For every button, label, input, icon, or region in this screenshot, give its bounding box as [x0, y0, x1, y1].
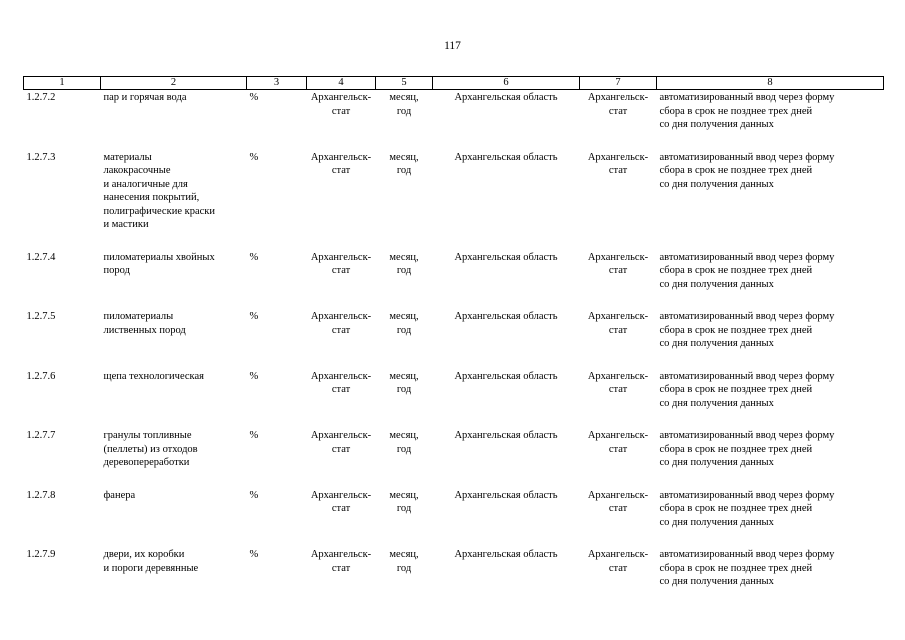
name-line: и пороги деревянные [103, 562, 199, 574]
responsible-line: Архангельск- [587, 251, 649, 263]
responsible-line: Архангельск- [587, 370, 649, 382]
responsible-cell [580, 309, 657, 369]
responsible-line: Архангельск- [587, 151, 649, 163]
responsible-cell [580, 547, 657, 607]
method-line: со дня получения данных [659, 457, 774, 468]
indicator-name-cell [101, 369, 247, 429]
collection-method-cell [657, 150, 884, 250]
responsible-line: Архангельск- [587, 489, 649, 501]
name-line: деревопереработки [103, 457, 190, 468]
method-line: автоматизированный ввод через форму [659, 311, 835, 322]
periodicity-cell [376, 547, 433, 607]
collection-method-cell [657, 90, 884, 150]
method-line: со дня получения данных [659, 397, 774, 409]
territory-cell: Архангельская область [454, 430, 558, 441]
indicator-code-cell: 1.2.7.5 [26, 311, 56, 322]
method-line: со дня получения данных [659, 576, 774, 587]
method-line: сбора в срок не позднее трех дней [659, 562, 813, 574]
data-source-cell [307, 547, 376, 607]
period-line: год [396, 165, 412, 176]
indicator-name-cell [101, 250, 247, 310]
unit-cell: % [249, 251, 259, 263]
responsible-line: Архангельск- [587, 311, 649, 322]
period-line: год [396, 105, 412, 117]
data-source-cell [307, 250, 376, 310]
method-line: автоматизированный ввод через форму [659, 92, 835, 103]
name-line: пар и горячая вода [103, 92, 187, 103]
period-line: месяц, [389, 370, 419, 382]
method-line: автоматизированный ввод через форму [659, 151, 835, 163]
table-row [24, 150, 884, 250]
table-row [24, 488, 884, 548]
name-line: полиграфические краски [103, 205, 215, 217]
data-source-cell [307, 369, 376, 429]
responsible-line: стат [608, 265, 628, 276]
method-line: со дня получения данных [659, 516, 774, 528]
responsible-line: стат [608, 324, 628, 336]
period-line: год [396, 443, 412, 455]
unit-cell: % [249, 311, 259, 322]
source-line: стат [331, 562, 351, 574]
method-line: сбора в срок не позднее трех дней [659, 165, 813, 176]
periodicity-cell [376, 309, 433, 369]
method-line: сбора в срок не позднее трех дней [659, 443, 813, 455]
responsible-line: Архангельск- [587, 549, 649, 560]
name-line: материалы [103, 151, 152, 163]
source-line: Архангельск- [310, 489, 372, 501]
method-line: со дня получения данных [659, 338, 774, 349]
period-line: месяц, [389, 151, 419, 163]
responsible-cell [580, 428, 657, 488]
responsible-line: Архангельск- [587, 430, 649, 441]
name-line: фанера [103, 489, 136, 501]
indicator-code-cell: 1.2.7.3 [26, 151, 56, 163]
periodicity-cell [376, 488, 433, 548]
name-line: и мастики [103, 219, 149, 230]
territory-cell: Архангельская область [454, 549, 558, 560]
indicator-code-cell: 1.2.7.4 [26, 251, 56, 263]
column-header: 7 [580, 77, 657, 90]
name-line: пород [103, 265, 130, 276]
territory-cell: Архангельская область [454, 370, 558, 382]
data-source-cell [307, 90, 376, 150]
column-header: 6 [433, 77, 580, 90]
period-line: месяц, [389, 489, 419, 501]
source-line: стат [331, 324, 351, 336]
periodicity-cell [376, 150, 433, 250]
column-number-row [24, 77, 884, 90]
territory-cell: Архангельская область [454, 92, 558, 103]
column-header: 1 [24, 77, 101, 90]
method-line: сбора в срок не позднее трех дней [659, 503, 813, 514]
source-line: стат [331, 165, 351, 176]
unit-cell: % [249, 489, 259, 501]
indicator-name-cell [101, 309, 247, 369]
period-line: месяц, [389, 92, 419, 103]
name-line: пиломатериалы [103, 311, 174, 322]
source-line: Архангельск- [310, 549, 372, 560]
source-line: Архангельск- [310, 92, 372, 103]
indicator-name-cell [101, 90, 247, 150]
name-line: пиломатериалы хвойных [103, 251, 215, 263]
responsible-cell [580, 250, 657, 310]
name-line: двери, их коробки [103, 549, 185, 560]
source-line: Архангельск- [310, 151, 372, 163]
source-line: Архангельск- [310, 251, 372, 263]
method-line: автоматизированный ввод через форму [659, 549, 835, 560]
page-number: 117 [444, 40, 461, 52]
data-source-cell [307, 150, 376, 250]
data-source-cell [307, 309, 376, 369]
name-line: лиственных пород [103, 324, 186, 336]
unit-cell: % [249, 151, 259, 163]
responsible-line: стат [608, 503, 628, 514]
source-line: стат [331, 105, 351, 117]
period-line: год [396, 503, 412, 514]
indicator-code-cell: 1.2.7.7 [26, 430, 56, 441]
method-line: сбора в срок не позднее трех дней [659, 265, 813, 276]
method-line: со дня получения данных [659, 178, 774, 190]
name-line: (пеллеты) из отходов [103, 443, 198, 455]
table-row [24, 547, 884, 607]
periodicity-cell [376, 250, 433, 310]
collection-method-cell [657, 250, 884, 310]
source-line: Архангельск- [310, 370, 372, 382]
table-row [24, 90, 884, 150]
collection-method-cell [657, 547, 884, 607]
responsible-line: стат [608, 562, 628, 574]
periodicity-cell [376, 428, 433, 488]
source-line: стат [331, 265, 351, 276]
period-line: месяц, [389, 251, 419, 263]
collection-method-cell [657, 428, 884, 488]
name-line: лакокрасочные [103, 165, 171, 176]
unit-cell: % [249, 92, 259, 103]
source-line: стат [331, 503, 351, 514]
indicator-code-cell: 1.2.7.6 [26, 370, 56, 382]
collection-method-cell [657, 309, 884, 369]
name-line: и аналогичные для [103, 178, 188, 190]
periodicity-cell [376, 369, 433, 429]
territory-cell: Архангельская область [454, 151, 558, 163]
column-header: 3 [247, 77, 307, 90]
unit-cell: % [249, 370, 259, 382]
source-line: стат [331, 443, 351, 455]
period-line: год [396, 562, 412, 574]
method-line: автоматизированный ввод через форму [659, 370, 835, 382]
column-header: 4 [307, 77, 376, 90]
table-row [24, 250, 884, 310]
unit-cell: % [249, 549, 259, 560]
period-line: месяц, [389, 311, 419, 322]
source-line: стат [331, 384, 351, 395]
responsible-line: стат [608, 165, 628, 176]
name-line: щепа технологическая [103, 370, 204, 382]
indicator-name-cell [101, 150, 247, 250]
indicator-table [23, 76, 884, 607]
responsible-line: Архангельск- [587, 92, 649, 103]
responsible-line: стат [608, 384, 628, 395]
period-line: год [396, 324, 412, 336]
method-line: со дня получения данных [659, 119, 774, 130]
periodicity-cell [376, 90, 433, 150]
column-header: 8 [657, 77, 884, 90]
data-source-cell [307, 428, 376, 488]
collection-method-cell [657, 369, 884, 429]
territory-cell: Архангельская область [454, 311, 558, 322]
period-line: год [396, 265, 412, 276]
period-line: год [396, 384, 412, 395]
responsible-cell [580, 150, 657, 250]
responsible-cell [580, 90, 657, 150]
name-line: гранулы топливные [103, 430, 192, 441]
name-line: нанесения покрытий, [103, 192, 200, 203]
indicator-code-cell: 1.2.7.2 [26, 92, 56, 103]
source-line: Архангельск- [310, 311, 372, 322]
method-line: автоматизированный ввод через форму [659, 489, 835, 501]
indicator-name-cell [101, 428, 247, 488]
responsible-line: стат [608, 443, 628, 455]
period-line: месяц, [389, 549, 419, 560]
source-line: Архангельск- [310, 430, 372, 441]
indicator-name-cell [101, 488, 247, 548]
column-header: 5 [376, 77, 433, 90]
method-line: сбора в срок не позднее трех дней [659, 324, 813, 336]
collection-method-cell [657, 488, 884, 548]
responsible-line: стат [608, 105, 628, 117]
unit-cell: % [249, 430, 259, 441]
method-line: сбора в срок не позднее трех дней [659, 384, 813, 395]
territory-cell: Архангельская область [454, 489, 558, 501]
responsible-cell [580, 488, 657, 548]
method-line: автоматизированный ввод через форму [659, 251, 835, 263]
indicator-code-cell: 1.2.7.8 [26, 489, 56, 501]
table-row [24, 369, 884, 429]
method-line: со дня получения данных [659, 278, 774, 290]
period-line: месяц, [389, 430, 419, 441]
data-source-cell [307, 488, 376, 548]
table-row [24, 428, 884, 488]
table-row [24, 309, 884, 369]
method-line: сбора в срок не позднее трех дней [659, 105, 813, 117]
table-body [24, 90, 884, 607]
method-line: автоматизированный ввод через форму [659, 430, 835, 441]
column-header: 2 [101, 77, 247, 90]
indicator-name-cell [101, 547, 247, 607]
responsible-cell [580, 369, 657, 429]
territory-cell: Архангельская область [454, 251, 558, 263]
indicator-code-cell: 1.2.7.9 [26, 549, 56, 560]
